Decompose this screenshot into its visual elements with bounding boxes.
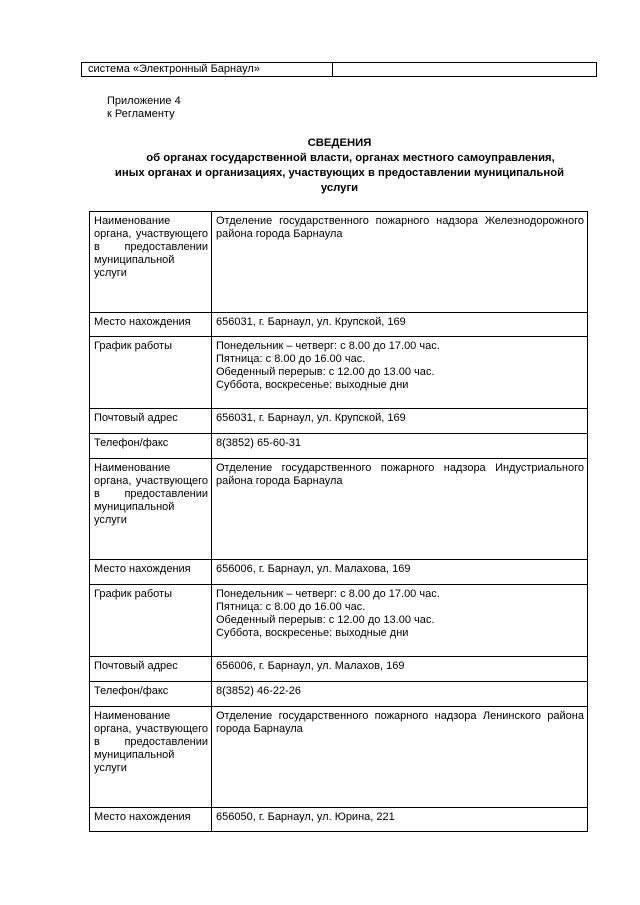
heading-line-3: иных органах и организациях, участвующих в предоставлении муниципальной <box>114 167 565 179</box>
table-row <box>90 808 588 832</box>
row-label: График работы <box>90 585 212 657</box>
table-row <box>90 585 588 657</box>
heading-line-4: услуги <box>320 182 359 194</box>
table-row <box>90 434 588 459</box>
top-fragment-table <box>81 62 597 77</box>
table-row <box>90 459 588 560</box>
table-row <box>90 212 588 313</box>
top-fragment-row <box>82 63 597 77</box>
row-value: 656050, г. Барнаул, ул. Юрина, 221 <box>212 808 588 832</box>
row-label: Телефон/факс <box>90 434 212 459</box>
row-label: Наименование органа, участвующего в предоставлении муниципальной услуги <box>90 212 212 313</box>
row-label: Наименование органа, участвующего в предоставлении муниципальной услуги <box>90 459 212 560</box>
document-heading <box>82 136 597 196</box>
row-value: 656006, г. Барнаул, ул. Малахова, 169 <box>212 560 588 585</box>
authorities-table <box>89 211 588 832</box>
row-value: Понедельник – четверг: с 8.00 до 17.00 час. Пятница: с 8.00 до 16.00 час. Обеденный перерыв: с 12.00 до 13.00 час. Суббота, воскресенье: выходные дни <box>212 337 588 409</box>
row-value: 656031, г. Барнаул, ул. Крупской, 169 <box>212 409 588 434</box>
top-fragment-right-cell <box>333 63 597 77</box>
row-value: Отделение государственного пожарного надзора Индустриального района города Барнаула <box>212 459 588 560</box>
table-row <box>90 657 588 682</box>
row-label: Телефон/факс <box>90 682 212 707</box>
appendix-line-2: к Регламенту <box>107 108 175 120</box>
row-value: 656006, г. Барнаул, ул. Малахов, 169 <box>212 657 588 682</box>
row-label: Место нахождения <box>90 808 212 832</box>
table-row <box>90 409 588 434</box>
row-label: Почтовый адрес <box>90 409 212 434</box>
heading-title: СВЕДЕНИЯ <box>307 137 372 149</box>
row-label: Место нахождения <box>90 560 212 585</box>
row-label: Наименование органа, участвующего в предоставлении муниципальной услуги <box>90 707 212 808</box>
table-row <box>90 682 588 707</box>
top-fragment-left-cell: система «Электронный Барнаул» <box>82 63 333 77</box>
appendix-line-1: Приложение 4 <box>107 95 181 107</box>
row-label: Место нахождения <box>90 313 212 337</box>
row-value: 656031, г. Барнаул, ул. Крупской, 169 <box>212 313 588 337</box>
table-row <box>90 560 588 585</box>
row-value: Понедельник – четверг: с 8.00 до 17.00 час. Пятница: с 8.00 до 16.00 час. Обеденный перерыв: с 12.00 до 13.00 час. Суббота, воскресенье: выходные дни <box>212 585 588 657</box>
table-row <box>90 313 588 337</box>
heading-line-2: об органах государственной власти, органах местного самоуправления, <box>146 152 555 164</box>
row-label: График работы <box>90 337 212 409</box>
appendix-note <box>107 95 181 121</box>
row-label: Почтовый адрес <box>90 657 212 682</box>
row-value: Отделение государственного пожарного надзора Ленинского района города Барнаула <box>212 707 588 808</box>
table-row <box>90 337 588 409</box>
table-row <box>90 707 588 808</box>
row-value: 8(3852) 46-22-26 <box>212 682 588 707</box>
row-value: 8(3852) 65-60-31 <box>212 434 588 459</box>
row-value: Отделение государственного пожарного надзора Железнодорожного района города Барнаула <box>212 212 588 313</box>
